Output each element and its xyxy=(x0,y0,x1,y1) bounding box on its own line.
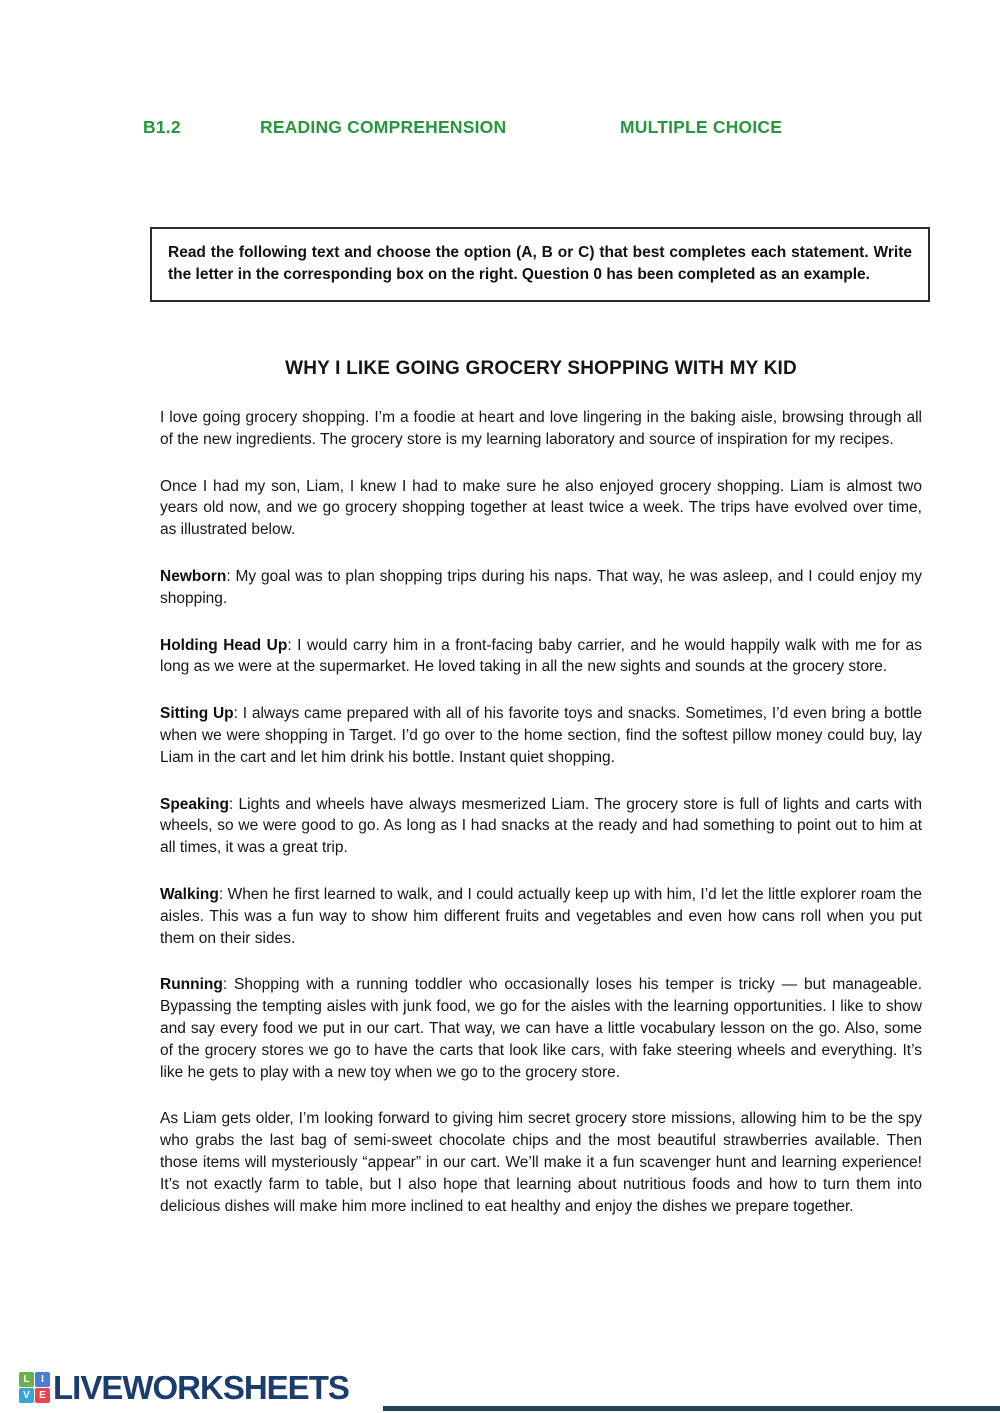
article-paragraph: Walking: When he first learned to walk, and I could actually keep up with him, I’d let the little explorer roam the aisles. This was a fun way to show him different fruits and vegetables and even how cans roll when you put them on their sides. xyxy=(160,885,922,947)
logo-blocks-icon xyxy=(19,1372,50,1403)
worksheet-header xyxy=(0,117,1000,147)
logo-letter-block: L xyxy=(19,1372,34,1387)
level-label: B1.2 xyxy=(143,117,181,137)
paragraph-label: Holding Head Up xyxy=(160,636,288,654)
section-title: READING COMPREHENSION xyxy=(260,117,507,137)
bottom-page-strip xyxy=(383,1406,1000,1411)
article-paragraph: Holding Head Up: I would carry him in a front-facing baby carrier, and he would happily walk with me for as long as we were at the supermarket. He loved taking in all the new sights and sounds at the grocery store. xyxy=(160,636,923,676)
article-paragraph: Speaking: Lights and wheels have always mesmerized Liam. The grocery store is full of lights and carts with wheels, so we were good to go. As long as I had snacks at the ready and had something to point out to him at all times, it was a great trip. xyxy=(160,795,922,857)
article-paragraph: Sitting Up: I always came prepared with all of his favorite toys and snacks. Sometimes, I’d even bring a bottle when we were shopping in Target. I’d go over to the home section, find the softest pillow money could buy, lay Liam in the cart and let him drink his bottle. Instant quiet shopping. xyxy=(160,705,922,766)
article-paragraph: Running: Shopping with a running toddler who occasionally loses his temper is tricky — but manageable. Bypassing the tempting aisles with junk food, we go for the aisles with the learning opportunities. I like to show and say every food we put in our cart. That way, we can have a little vocabulary lesson on the go. Also, some of the grocery stores we go to have the carts that look like cars, with fake steering wheels and everything. It’s like he gets to play with a new toy when we go to the grocery store. xyxy=(160,976,922,1081)
paragraph-label: Running xyxy=(160,976,223,994)
instructions-text: Read the following text and choose the option (A, B or C) that best completes each statement. Write the letter in the corresponding box on the right. Question 0 has been completed as an example. xyxy=(168,244,912,283)
article-paragraph: As Liam gets older, I’m looking forward to giving him secret grocery store missions, allowing him to be the spy who grabs the last bag of semi-sweet chocolate chips and the most beautiful strawberries available. Then those items will mysteriously “appear” in our cart. We’ll make it a fun scavenger hunt and learning experience! It’s not exactly farm to table, but I also hope that learning about nutritious foods and how to turn them into delicious dishes will make him more inclined to eat healthy and enjoy the dishes we prepare together. xyxy=(160,1110,922,1215)
logo-wordmark: LIVEWORKSHEETS xyxy=(53,1369,349,1406)
paragraph-label: Sitting Up xyxy=(160,705,234,723)
exercise-type-label: MULTIPLE CHOICE xyxy=(620,117,783,137)
logo-letter-block: V xyxy=(19,1388,34,1403)
liveworksheets-logo xyxy=(19,1371,349,1404)
paragraph-label: Newborn xyxy=(160,567,227,585)
paragraph-label: Walking xyxy=(160,885,219,903)
paragraph-label: Speaking xyxy=(160,795,229,813)
instructions-box xyxy=(150,227,930,302)
logo-letter-block: E xyxy=(35,1388,50,1403)
article-title: WHY I LIKE GOING GROCERY SHOPPING WITH MY KID xyxy=(285,358,797,379)
article-paragraph: I love going grocery shopping. I’m a foodie at heart and love lingering in the baking aisle, browsing through all of the new ingredients. The grocery store is my learning laboratory and source of inspiration for my recipes. xyxy=(160,409,922,448)
logo-letter-block: I xyxy=(35,1372,50,1387)
article-paragraph: Newborn: My goal was to plan shopping trips during his naps. That way, he was asleep, and I could enjoy my shopping. xyxy=(160,567,922,607)
article-body xyxy=(160,407,922,1217)
article-paragraph: Once I had my son, Liam, I knew I had to make sure he also enjoyed grocery shopping. Liam is almost two years old now, and we go grocery shopping together at least twice a week. The trips have evolved over time, as illustrated below. xyxy=(160,477,922,539)
